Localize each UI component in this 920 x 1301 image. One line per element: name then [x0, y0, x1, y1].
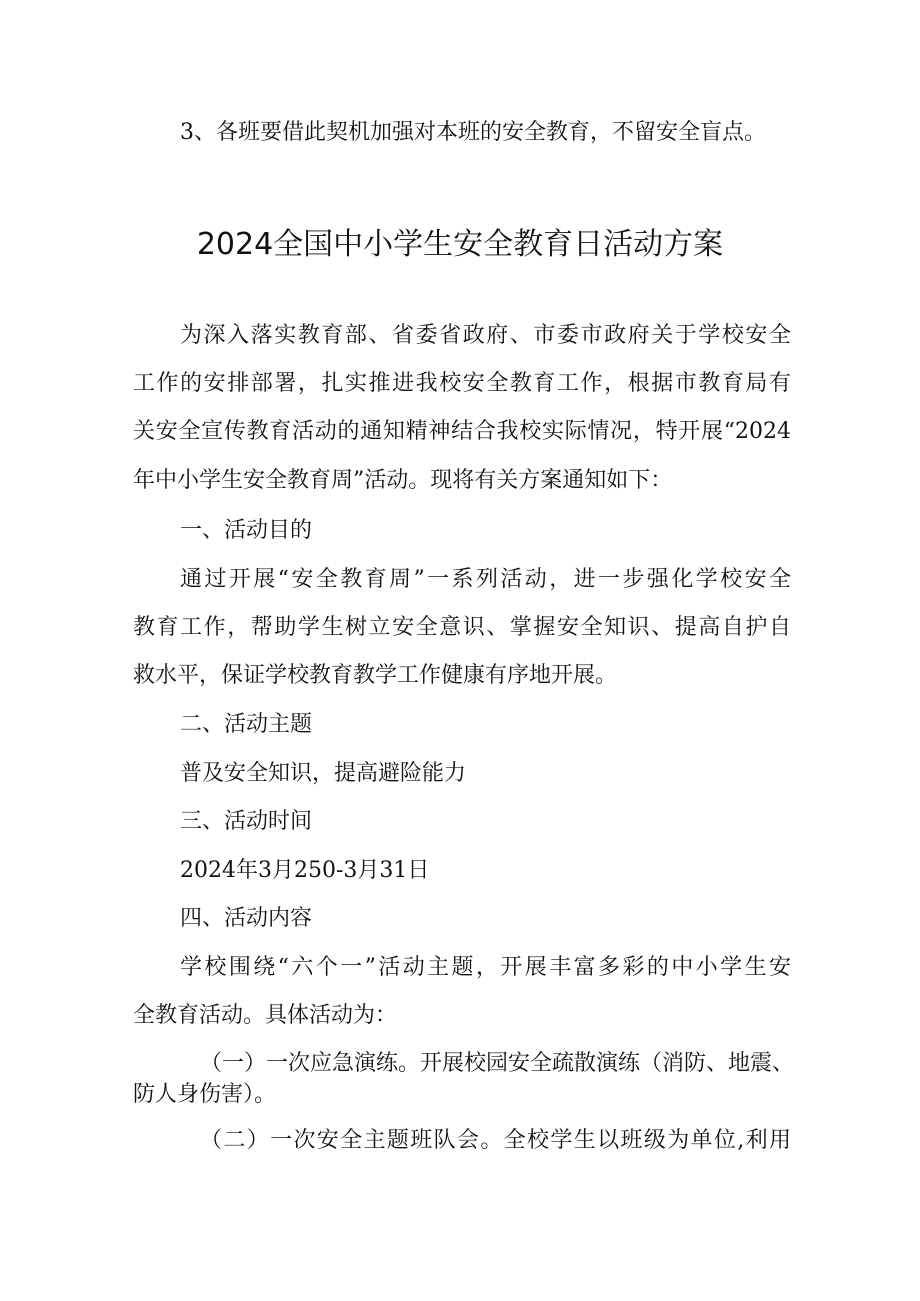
item-2-line-1: （二）一次安全主题班队会。全校学生以班级为单位,利用 — [200, 1128, 791, 1153]
item-1-line-2: 防人身伤害）。 — [133, 1082, 277, 1107]
section-3-body: 2024年3月250-3月31日 — [180, 858, 430, 883]
item-1-line-1: （一）一次应急演练。开展校园安全疏散演练（消防、地震、 — [200, 1051, 795, 1076]
section-1-heading: 一、活动目的 — [180, 518, 313, 543]
para1-line-4: 年中小学生安全教育周”活动。现将有关方案通知如下： — [133, 468, 673, 493]
section-4-heading: 四、活动内容 — [180, 906, 313, 931]
section-3-heading: 三、活动时间 — [180, 809, 313, 834]
document-title: 2024全国中小学生安全教育日活动方案 — [196, 227, 724, 262]
section-4-line-1: 学校围绕“六个一”活动主题，开展丰富多彩的中小学生安 — [180, 955, 791, 980]
para1-line-3: 关安全宣传教育活动的通知精神结合我校实际情况，特开展“2024 — [133, 419, 791, 444]
para1-line-1: 为深入落实教育部、省委省政府、市委市政府关于学校安全 — [180, 323, 791, 348]
section-1-line-2: 教育工作，帮助学生树立安全意识、掌握安全知识、提高自护自 — [133, 615, 791, 640]
section-1-line-3: 救水平，保证学校教育教学工作健康有序地开展。 — [133, 663, 618, 688]
section-2-heading: 二、活动主题 — [180, 712, 313, 737]
section-1-line-1: 通过开展“安全教育周”一系列活动，进一步强化学校安全 — [180, 567, 791, 592]
section-4-line-2: 全教育活动。具体活动为： — [133, 1003, 398, 1028]
para1-line-2: 工作的安排部署，扎实推进我校安全教育工作，根据市教育局有 — [133, 371, 791, 396]
intro-line: 3、各班要借此契机加强对本班的安全教育，不留安全盲点。 — [180, 120, 766, 145]
section-2-body: 普及安全知识，提高避险能力 — [180, 761, 467, 786]
